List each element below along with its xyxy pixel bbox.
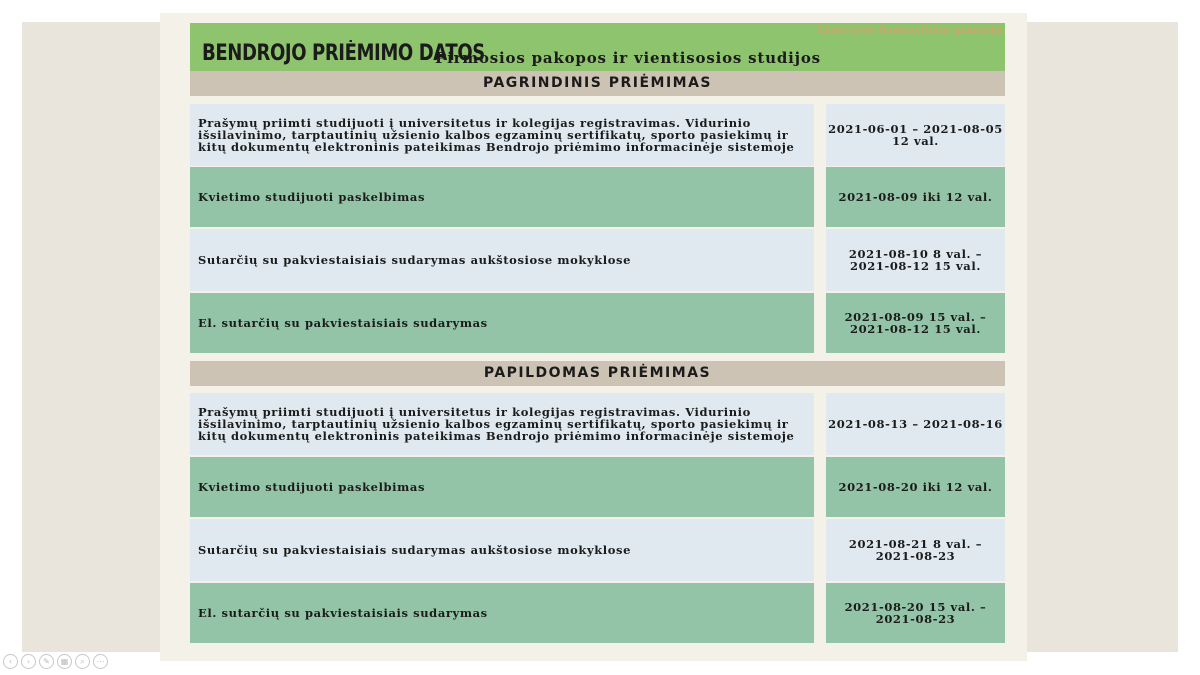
presentation-toolbar: [3, 654, 108, 669]
table-row: [190, 293, 1005, 353]
table-row: [190, 229, 1005, 291]
previous-icon[interactable]: ‹: [3, 654, 18, 669]
row-date: 2021-08-20 iki 12 val.: [826, 457, 1005, 517]
row-date: 2021-08-21 8 val. – 2021-08-23: [826, 519, 1005, 581]
row-description: Sutarčių su pakviestaisiais sudarymas aukštosiose mokyklose: [190, 229, 814, 291]
row-date: 2021-08-10 8 val. – 2021-08-12 15 val.: [826, 229, 1005, 291]
zoom-icon[interactable]: ⌕: [75, 654, 90, 669]
table-row: [190, 519, 1005, 581]
next-icon[interactable]: ›: [21, 654, 36, 669]
pen-icon[interactable]: ✎: [39, 654, 54, 669]
slide-subtitle: - Pirmosios pakopos ir vientisosios studijos: [422, 49, 821, 67]
row-description: El. sutarčių su pakviestaisiais sudarymas: [190, 583, 814, 643]
table-row: [190, 104, 1005, 166]
row-description: Prašymų priimti studijuoti į universitetus ir kolegijas registravimas. Vidurinio išsilavinimo, tarptautinių užsienio kalbos egzaminų sertifikatų, sporto pasiekimų ir kitų dokumentų elektroninis pateikimas Bendrojo priėmimo informacinėje sistemoje: [190, 104, 814, 166]
table-row: [190, 457, 1005, 517]
table-row: [190, 583, 1005, 643]
row-description: Kvietimo studijuoti paskelbimas: [190, 167, 814, 227]
slide-header: [190, 23, 1005, 75]
table-row: [190, 167, 1005, 227]
row-description: Sutarčių su pakviestaisiais sudarymas aukštosiose mokyklose: [190, 519, 814, 581]
table-row: [190, 393, 1005, 455]
row-date: 2021-08-09 iki 12 val.: [826, 167, 1005, 227]
slides-grid-icon[interactable]: ▦: [57, 654, 72, 669]
row-date: 2021-08-13 – 2021-08-16: [826, 393, 1005, 455]
school-name: Kauno Jono Basanavičiaus gimnazija: [817, 26, 1003, 36]
section-heading-main: PAGRINDINIS PRIĖMIMAS: [190, 71, 1005, 96]
row-description: Kvietimo studijuoti paskelbimas: [190, 457, 814, 517]
row-date: 2021-06-01 – 2021-08-05 12 val.: [826, 104, 1005, 166]
row-date: 2021-08-09 15 val. – 2021-08-12 15 val.: [826, 293, 1005, 353]
row-description: Prašymų priimti studijuoti į universitetus ir kolegijas registravimas. Vidurinio išsilavinimo, tarptautinių užsienio kalbos egzaminų sertifikatų, sporto pasiekimų ir kitų dokumentų elektroninis pateikimas Bendrojo priėmimo informacinėje sistemoje: [190, 393, 814, 455]
slide-title: BENDROJO PRIĖMIMO DATOS: [202, 41, 485, 66]
section-heading-additional: PAPILDOMAS PRIĖMIMAS: [190, 361, 1005, 386]
row-date: 2021-08-20 15 val. – 2021-08-23: [826, 583, 1005, 643]
more-icon[interactable]: ⋯: [93, 654, 108, 669]
row-description: El. sutarčių su pakviestaisiais sudarymas: [190, 293, 814, 353]
slide: [160, 13, 1027, 661]
